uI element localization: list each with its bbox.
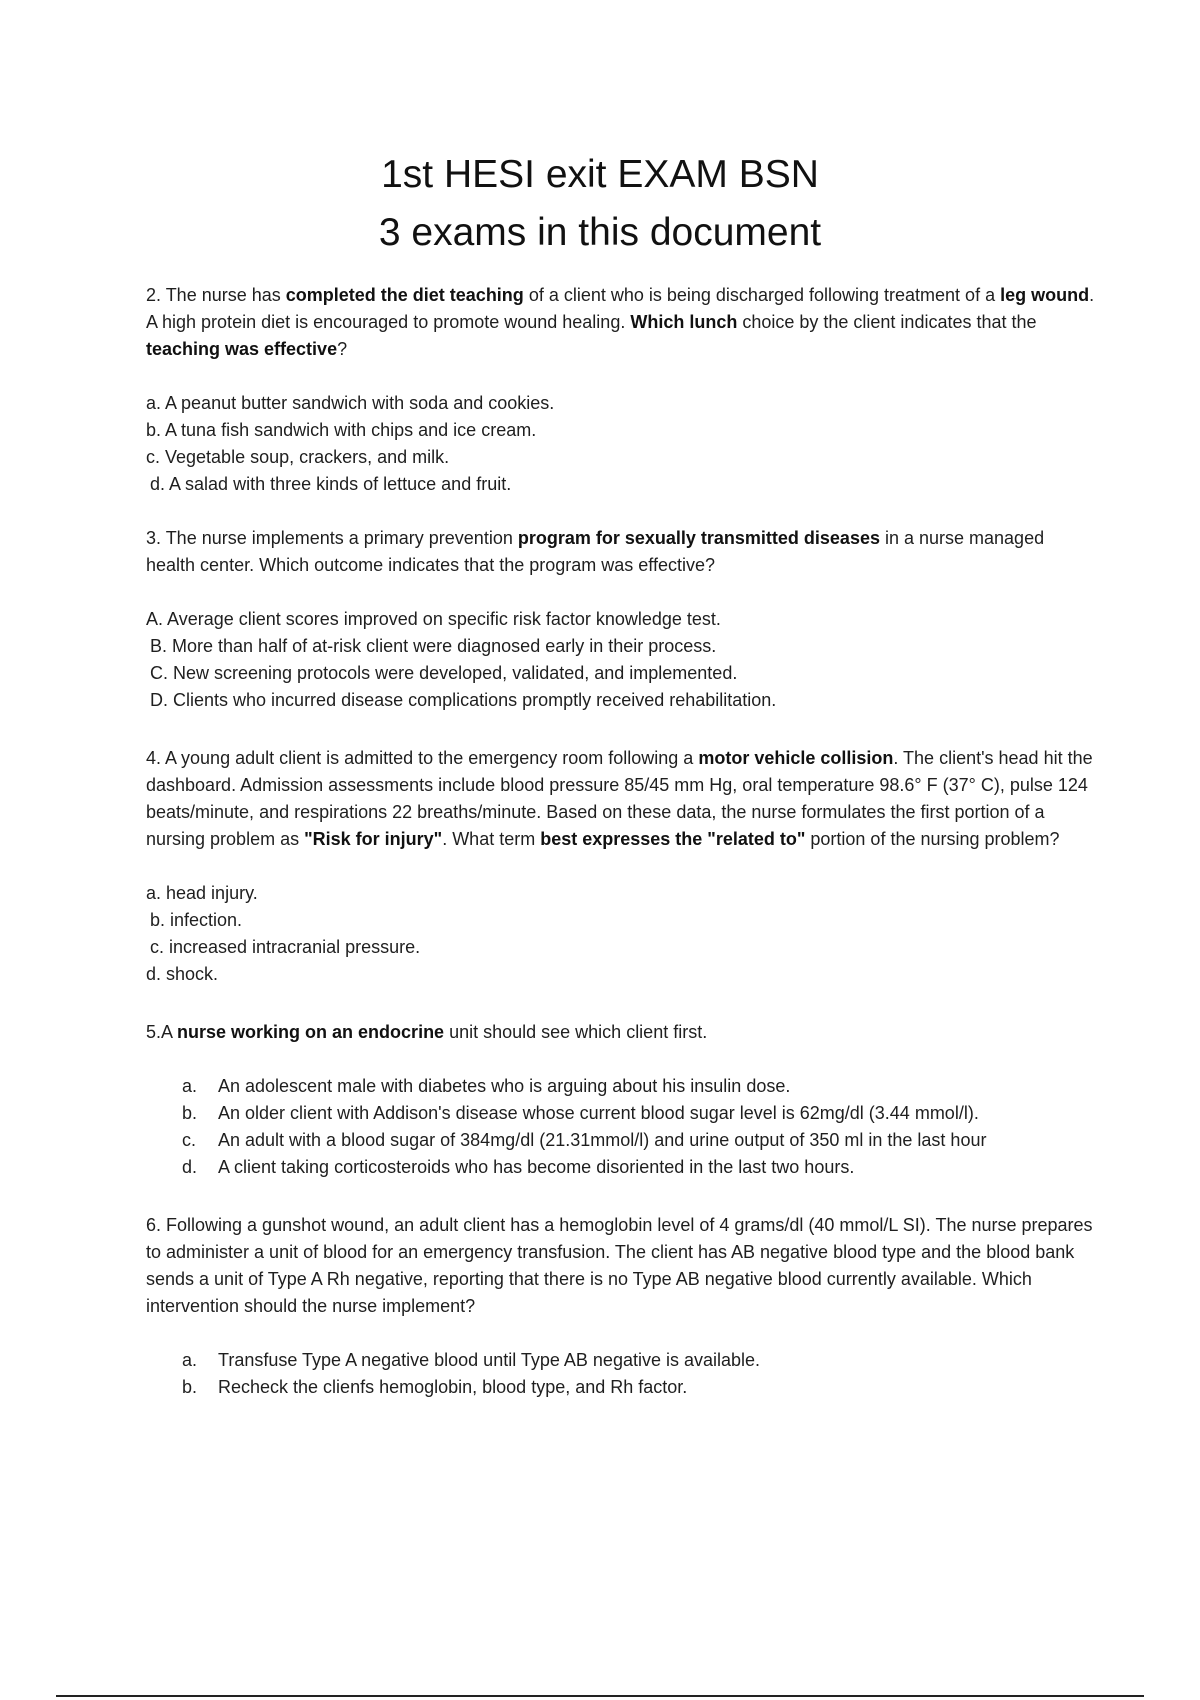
answer-option: b. A tuna fish sandwich with chips and ice cream.	[146, 420, 537, 440]
answer-option: A. Average client scores improved on specific risk factor knowledge test.	[146, 609, 721, 629]
answer-option: c. Vegetable soup, crackers, and milk.	[146, 447, 450, 467]
option-text: A client taking corticosteroids who has become disoriented in the last two hours.	[218, 1157, 855, 1177]
q2-seg: 2. The nurse has	[146, 285, 286, 305]
option-text: An adolescent male with diabetes who is arguing about his insulin dose.	[218, 1076, 791, 1096]
question-6-stem	[146, 1212, 1096, 1320]
option-text: Recheck the clienfs hemoglobin, blood type, and Rh factor.	[218, 1377, 688, 1397]
question-4-stem	[146, 745, 1096, 853]
option-marker: b.	[182, 1103, 198, 1123]
question-3-options	[146, 606, 1096, 714]
title-line-2: 3 exams in this document	[378, 211, 822, 254]
q4-seg: . What term	[442, 829, 541, 849]
document-title	[0, 146, 1200, 262]
q2-seg: ?	[337, 339, 348, 359]
answer-option	[146, 1374, 1096, 1401]
q4-seg-bold: "Risk for injury"	[304, 829, 443, 849]
answer-option: b. infection.	[150, 910, 243, 930]
answer-option: a. A peanut butter sandwich with soda and cookies.	[146, 393, 555, 413]
question-2-options	[146, 390, 1096, 498]
answer-option: c. increased intracranial pressure.	[150, 937, 421, 957]
question-6-options	[146, 1347, 1096, 1401]
q2-seg: choice by the client indicates that the	[737, 312, 1037, 332]
q3-seg: 3. The nurse implements a primary prevention	[146, 528, 518, 548]
q4-seg: portion of the nursing problem?	[805, 829, 1060, 849]
answer-option	[146, 1100, 1096, 1127]
option-text: An adult with a blood sugar of 384mg/dl (21.31mmol/l) and urine output of 350 ml in the last hour	[218, 1130, 987, 1150]
answer-option	[146, 1347, 1096, 1374]
q3-seg-bold: program for sexually transmitted diseases	[517, 528, 880, 548]
question-2-stem	[146, 282, 1096, 363]
q5-seg: 5.A	[146, 1022, 178, 1042]
answer-option: D. Clients who incurred disease complications promptly received rehabilitation.	[150, 690, 777, 710]
answer-option: d. A salad with three kinds of lettuce and fruit.	[150, 474, 512, 494]
question-4-options	[146, 880, 1096, 988]
option-marker: a.	[182, 1076, 198, 1096]
q5-seg-bold: nurse working on an endocrine	[177, 1022, 445, 1042]
answer-option	[146, 1073, 1096, 1100]
q3-seg: in a nurse managed health center. Which outcome indicates that the program was effective?	[146, 528, 1045, 575]
q4-seg: . The client's head hit the dashboard. Admission assessments include blood pressure 85/45 mm Hg, oral temperature 98.6° F (37° C), pulse 124 beats/minute, and respirations 22 breaths/minute. Based on these data, the nurse formulates the first portion of a nursing problem as	[146, 748, 1093, 849]
question-5-options	[146, 1073, 1096, 1181]
q2-seg: . A high protein diet is encouraged to promote wound healing.	[146, 285, 1095, 332]
title-line-1: 1st HESI exit EXAM BSN	[381, 153, 819, 196]
q2-seg: of a client who is being discharged following treatment of a	[523, 285, 1001, 305]
answer-option	[146, 1127, 1096, 1154]
q2-seg-bold: completed the diet teaching	[285, 285, 524, 305]
q4-seg: 4. A young adult client is admitted to the emergency room following a	[146, 748, 699, 768]
answer-option: a. head injury.	[146, 883, 258, 903]
option-marker: c.	[182, 1130, 197, 1150]
option-text: An older client with Addison's disease whose current blood sugar level is 62mg/dl (3.44 mmol/l).	[218, 1103, 979, 1123]
option-marker: d.	[182, 1157, 198, 1177]
questions-body	[146, 282, 1096, 1401]
answer-option: d. shock.	[146, 964, 219, 984]
q2-seg-bold: Which lunch	[630, 312, 738, 332]
option-text: Transfuse Type A negative blood until Type AB negative is available.	[218, 1350, 761, 1370]
q5-seg: unit should see which client first.	[444, 1022, 708, 1042]
answer-option	[146, 1154, 1096, 1181]
question-3-stem	[146, 525, 1096, 579]
q4-seg-bold: best expresses the "related to"	[540, 829, 806, 849]
option-marker: a.	[182, 1350, 198, 1370]
question-5-stem	[146, 1019, 1096, 1046]
answer-option: C. New screening protocols were developed, validated, and implemented.	[150, 663, 738, 683]
q2-seg-bold: leg wound	[1000, 285, 1090, 305]
answer-option: B. More than half of at-risk client were diagnosed early in their process.	[150, 636, 717, 656]
q2-seg-bold: teaching was effective	[146, 339, 338, 359]
q4-seg-bold: motor vehicle collision	[698, 748, 894, 768]
bottom-divider	[56, 1695, 1144, 1697]
option-marker: b.	[182, 1377, 198, 1397]
q6-seg: 6. Following a gunshot wound, an adult client has a hemoglobin level of 4 grams/dl (40 mmol/L SI). The nurse prepares to administer a unit of blood for an emergency transfusion. The client has AB negative blood type and the blood bank sends a unit of Type A Rh negative, reporting that there is no Type AB negative blood currently available. Which intervention should the nurse implement?	[146, 1215, 1093, 1316]
